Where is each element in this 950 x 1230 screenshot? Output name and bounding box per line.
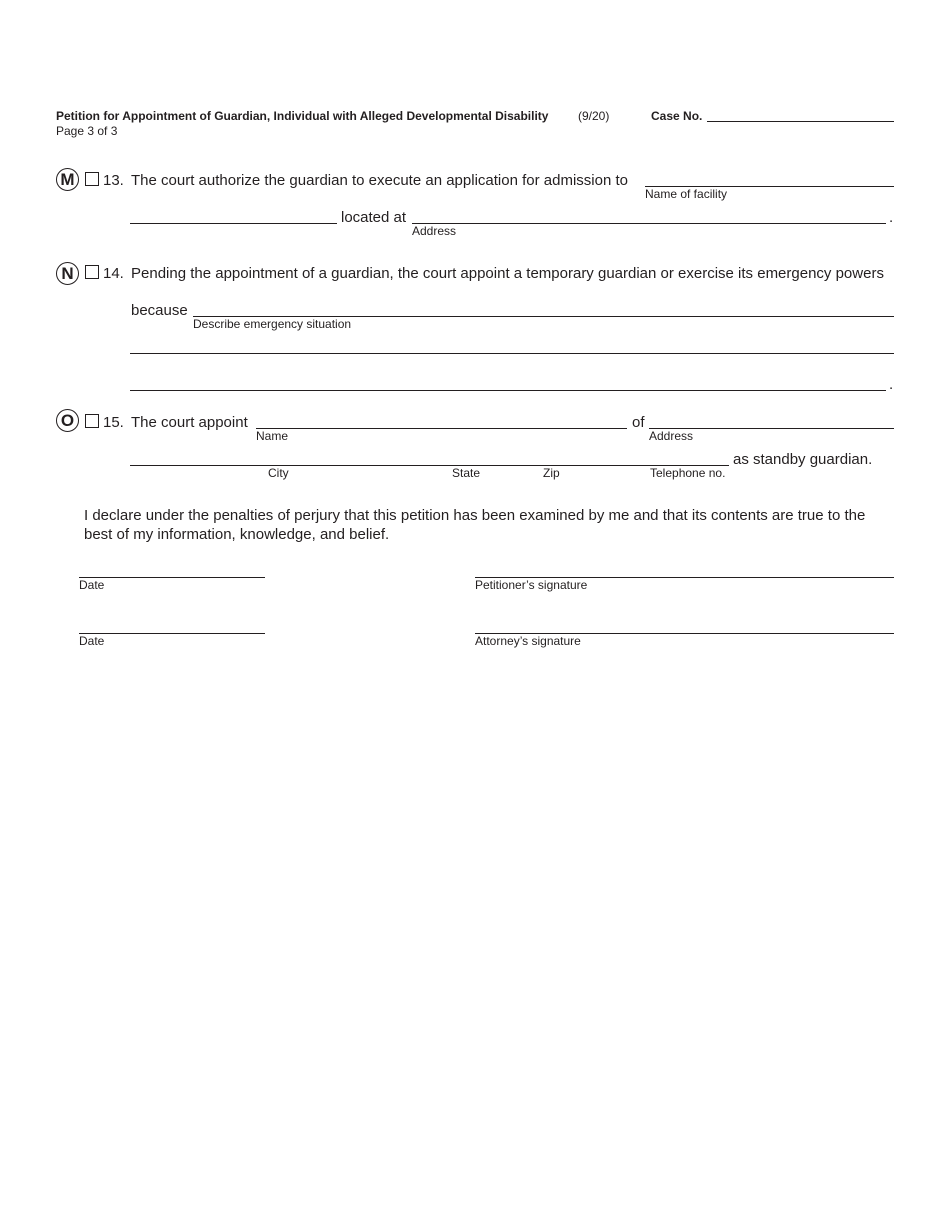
city-caption: City bbox=[268, 466, 289, 480]
facility-name-continued-field[interactable] bbox=[130, 223, 337, 224]
item-13-checkbox[interactable] bbox=[85, 172, 99, 186]
of-label: of bbox=[632, 414, 645, 431]
attorney-date-caption: Date bbox=[79, 634, 105, 648]
facility-address-field[interactable] bbox=[412, 223, 886, 224]
section-marker-n: N bbox=[56, 262, 79, 285]
item-15-checkbox[interactable] bbox=[85, 414, 99, 428]
declaration-line-1: I declare under the penalties of perjury that this petition has been examined by me and that its contents are true to the bbox=[84, 507, 866, 524]
located-at-label: located at bbox=[341, 209, 407, 226]
zip-caption: Zip bbox=[543, 466, 560, 480]
facility-name-caption: Name of facility bbox=[645, 187, 728, 201]
standby-city-state-zip-phone-field[interactable] bbox=[130, 465, 729, 466]
attorney-date-field[interactable] bbox=[79, 633, 265, 634]
state-caption: State bbox=[452, 466, 481, 480]
emergency-situation-field-3[interactable] bbox=[130, 390, 886, 391]
case-number-label: Case No. bbox=[651, 109, 703, 123]
standby-address-caption: Address bbox=[649, 429, 694, 443]
emergency-situation-field-2[interactable] bbox=[130, 353, 894, 354]
item-14-checkbox[interactable] bbox=[85, 265, 99, 279]
petitioner-date-caption: Date bbox=[79, 578, 105, 592]
item-13-text: The court authorize the guardian to execute an application for admission to bbox=[131, 172, 628, 189]
item-14-number: 14. bbox=[103, 265, 124, 282]
telephone-caption: Telephone no. bbox=[650, 466, 726, 480]
standby-name-caption: Name bbox=[256, 429, 289, 443]
form-title: Petition for Appointment of Guardian, Individual with Alleged Developmental Disability bbox=[56, 109, 549, 123]
declaration-line-2: best of my information, knowledge, and belief. bbox=[84, 526, 390, 543]
standby-guardian-label: as standby guardian. bbox=[733, 451, 873, 468]
item-14-period: . bbox=[889, 376, 894, 393]
item-13-number: 13. bbox=[103, 172, 124, 189]
because-label: because bbox=[131, 302, 188, 319]
standby-name-field[interactable] bbox=[256, 428, 627, 429]
facility-address-caption: Address bbox=[412, 224, 457, 238]
page-number: Page 3 of 3 bbox=[56, 124, 118, 138]
form-revision: (9/20) bbox=[578, 109, 610, 123]
case-number-field[interactable] bbox=[707, 121, 894, 122]
section-marker-m: M bbox=[56, 168, 79, 191]
attorney-signature-caption: Attorney’s signature bbox=[475, 634, 581, 648]
item-13-period: . bbox=[889, 209, 894, 226]
petitioner-signature-caption: Petitioner’s signature bbox=[475, 578, 588, 592]
section-marker-o: O bbox=[56, 409, 79, 432]
item-14-text: Pending the appointment of a guardian, the court appoint a temporary guardian or exercise its emergency powers bbox=[131, 265, 884, 282]
petitioner-date-field[interactable] bbox=[79, 577, 265, 578]
emergency-situation-caption: Describe emergency situation bbox=[193, 317, 352, 331]
item-15-text: The court appoint bbox=[131, 414, 248, 431]
item-15-number: 15. bbox=[103, 414, 124, 431]
